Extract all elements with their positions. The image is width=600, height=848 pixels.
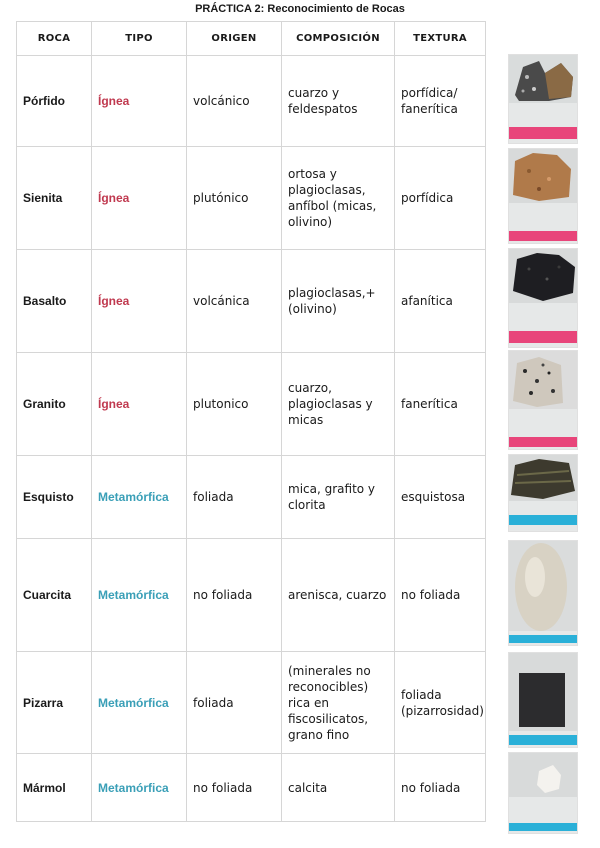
page-title: PRÁCTICA 2: Reconocimiento de Rocas — [195, 3, 405, 15]
cell-composicion: ortosa y plagioclasas, anfíbol (micas, olivino) — [282, 147, 395, 250]
rock-photo-basalto — [508, 248, 578, 348]
header-roca: ROCA — [17, 22, 92, 56]
cell-textura: foliada (pizarrosidad) — [395, 652, 486, 754]
cell-tipo: Metamórfica — [92, 539, 187, 652]
cell-roca: Basalto — [17, 250, 92, 353]
header-composicion: COMPOSICIÓN — [282, 22, 395, 56]
cell-origen: plutónico — [187, 147, 282, 250]
rock-photo-marmol — [508, 752, 578, 834]
cell-tipo: Ígnea — [92, 56, 187, 147]
cell-tipo: Metamórfica — [92, 456, 187, 539]
cell-composicion: mica, grafito y clorita — [282, 456, 395, 539]
table-row — [17, 754, 486, 822]
cell-composicion: (minerales no reconocibles) rica en fiscosilicatos, grano fino — [282, 652, 395, 754]
rocks-table — [16, 21, 486, 822]
table-row — [17, 56, 486, 147]
header-origen: ORIGEN — [187, 22, 282, 56]
table-row — [17, 147, 486, 250]
table-row — [17, 353, 486, 456]
table-row — [17, 539, 486, 652]
table-header-row — [17, 22, 486, 56]
cell-tipo: Metamórfica — [92, 754, 187, 822]
cell-textura: fanerítica — [395, 353, 486, 456]
cell-roca: Mármol — [17, 754, 92, 822]
cell-composicion: calcita — [282, 754, 395, 822]
cell-composicion: plagioclasas,+ (olivino) — [282, 250, 395, 353]
table-row — [17, 652, 486, 754]
cell-roca: Pizarra — [17, 652, 92, 754]
cell-textura: esquistosa — [395, 456, 486, 539]
cell-tipo: Ígnea — [92, 353, 187, 456]
cell-textura: porfídica/ fanerítica — [395, 56, 486, 147]
cell-composicion: cuarzo y feldespatos — [282, 56, 395, 147]
rock-photo-esquisto — [508, 454, 578, 532]
header-tipo: TIPO — [92, 22, 187, 56]
table-row — [17, 456, 486, 539]
cell-origen: volcánica — [187, 250, 282, 353]
cell-origen: no foliada — [187, 539, 282, 652]
rock-photo-porfido — [508, 54, 578, 144]
cell-textura: porfídica — [395, 147, 486, 250]
cell-tipo: Ígnea — [92, 147, 187, 250]
table-row — [17, 250, 486, 353]
cell-origen: no foliada — [187, 754, 282, 822]
rock-photo-pizarra — [508, 652, 578, 748]
cell-roca: Cuarcita — [17, 539, 92, 652]
rock-photo-sienita — [508, 148, 578, 244]
cell-tipo: Metamórfica — [92, 652, 187, 754]
cell-composicion: arenisca, cuarzo — [282, 539, 395, 652]
cell-origen: foliada — [187, 652, 282, 754]
cell-composicion: cuarzo, plagioclasas y micas — [282, 353, 395, 456]
cell-origen: volcánico — [187, 56, 282, 147]
cell-origen: foliada — [187, 456, 282, 539]
cell-tipo: Ígnea — [92, 250, 187, 353]
header-textura: TEXTURA — [395, 22, 486, 56]
cell-textura: no foliada — [395, 539, 486, 652]
cell-roca: Esquisto — [17, 456, 92, 539]
cell-textura: afanítica — [395, 250, 486, 353]
rock-photo-granito — [508, 350, 578, 450]
cell-roca: Pórfido — [17, 56, 92, 147]
rock-photo-cuarcita — [508, 540, 578, 646]
cell-textura: no foliada — [395, 754, 486, 822]
cell-roca: Granito — [17, 353, 92, 456]
cell-roca: Sienita — [17, 147, 92, 250]
cell-origen: plutonico — [187, 353, 282, 456]
